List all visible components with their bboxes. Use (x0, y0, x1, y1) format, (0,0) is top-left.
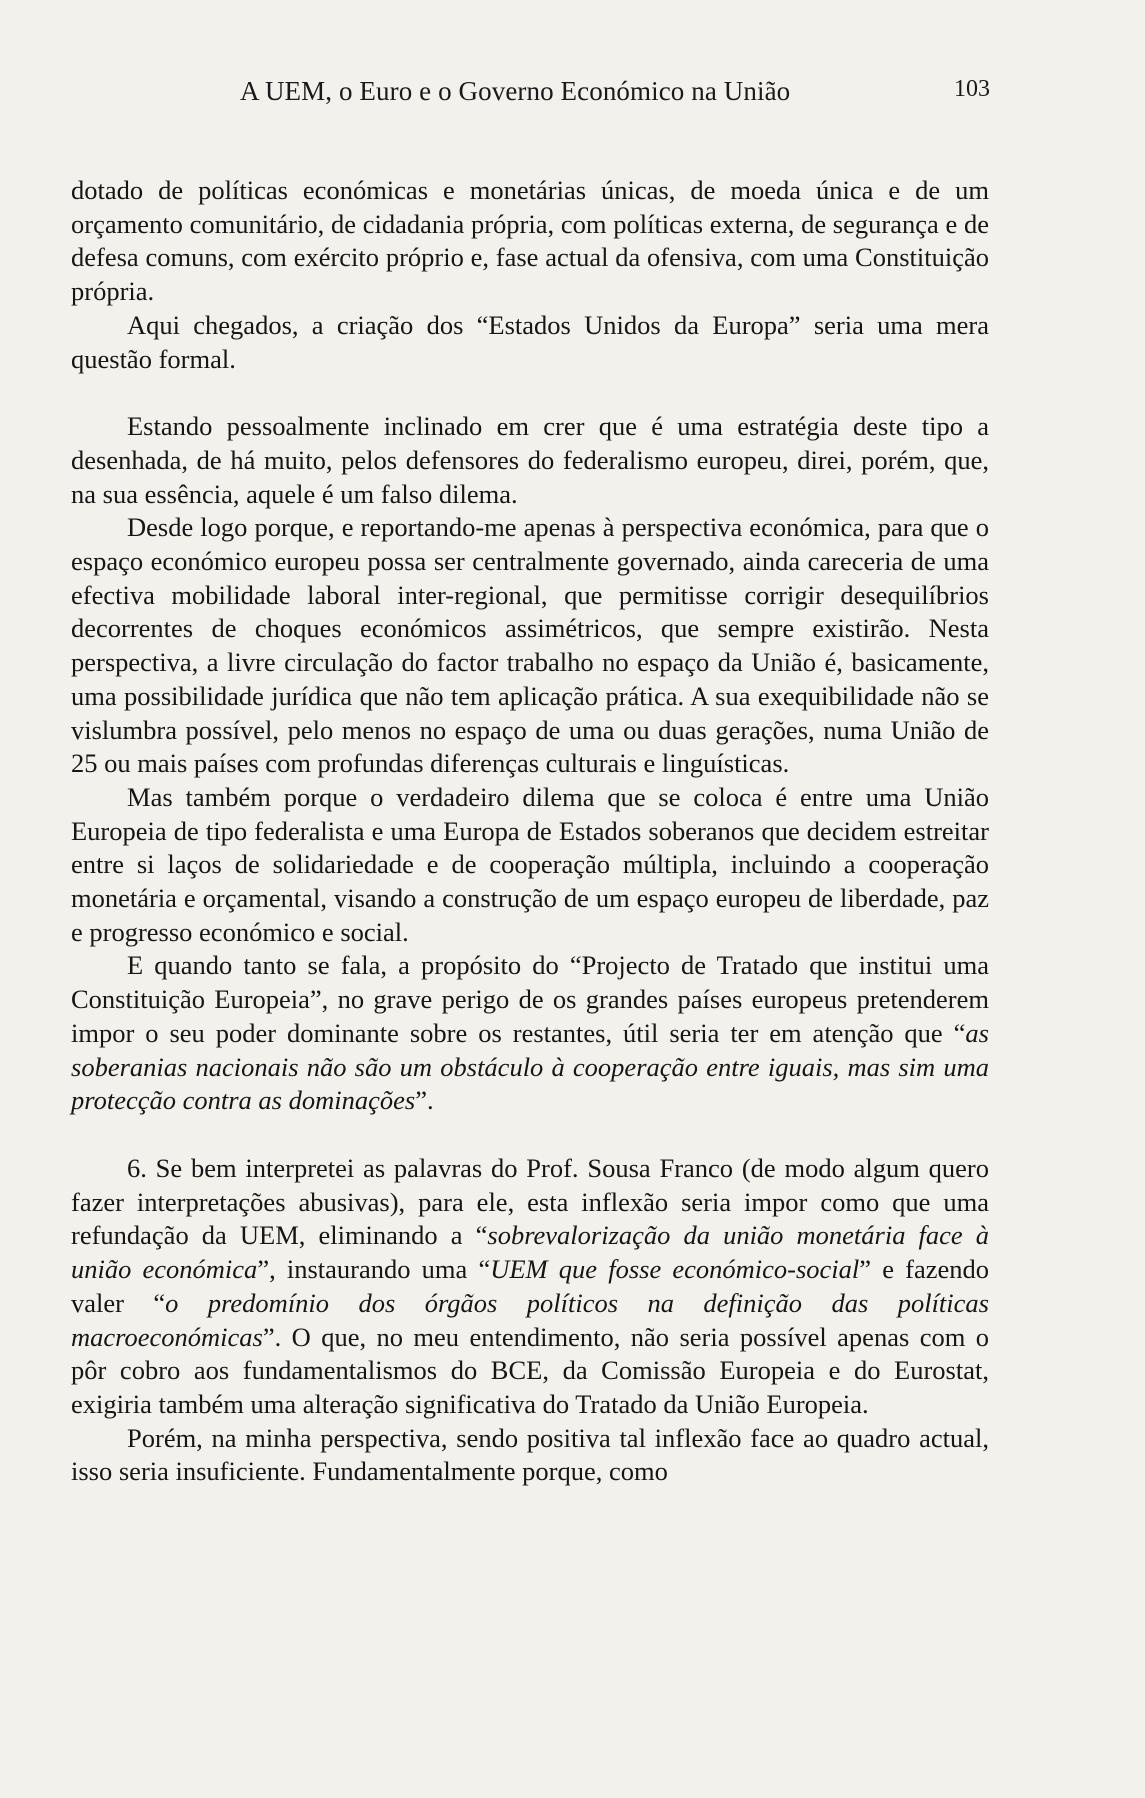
paragraph-7 (71, 1152, 989, 1422)
paragraph-4: Desde logo porque, e reportando-me apenas à perspectiva económica, para que o espaço económico europeu possa ser centralmente governado, ainda careceria de uma efectiva mobilidade laboral inter-regional, que permitisse corrigir desequilíbrios decorrentes de choques económicos assimétricos, que sempre existirão. Nesta perspectiva, a livre circulação do factor trabalho no espaço da União é, basicamente, uma possibilidade jurídica que não tem aplicação prática. A sua exequibilidade não se vislumbra possível, pelo menos no espaço de uma ou duas gerações, numa União de 25 ou mais países com profundas diferenças culturais e linguísticas. (71, 512, 989, 779)
paragraph-7-part-3: ” e fazendo valer “ (71, 1254, 989, 1318)
paragraph-3: Estando pessoalmente inclinado em crer que é uma estratégia deste tipo a desenhada, de há muito, pelos defensores do federalismo europeu, direi, porém, que, na sua essência, aquele é um falso dilema. (71, 411, 989, 509)
paragraph-1: dotado de políticas económicas e monetárias únicas, de moeda única e de um orçamento comunitário, de cidadania própria, com políticas externa, de segurança e de defesa comuns, com exército próprio e, fase actual da ofensiva, com uma Constituição própria. (71, 175, 989, 307)
page-header (240, 76, 990, 112)
paragraph-7-part-2: ”, instaurando uma “ (257, 1254, 491, 1285)
paragraph-6 (71, 949, 989, 1118)
body-text (71, 174, 989, 1489)
paragraph-7-italic-1: sobrevalorização da união monetária face à união económica (71, 1220, 989, 1285)
paragraph-6-end: ”. (415, 1085, 434, 1116)
paragraph-6-text: E quando tanto se fala, a propósito do “Projecto de Tratado que institui uma Constituição Europeia”, no grave perigo de os grandes países europeus pretenderem impor o seu poder dominante sobre os restantes, útil seria ter em atenção que “ (71, 950, 989, 1048)
paragraph-2: Aqui chegados, a criação dos “Estados Unidos da Europa” seria uma mera questão formal. (71, 309, 989, 374)
running-title: A UEM, o Euro e o Governo Económico na União (240, 76, 791, 106)
paragraph-7-italic-2: UEM que fosse económico-social (490, 1254, 860, 1285)
page-number: 103 (954, 76, 990, 102)
paragraph-8: Porém, na minha perspectiva, sendo positiva tal inflexão face ao quadro actual, isso seria insuficiente. Fundamentalmente porque, como (71, 1422, 989, 1487)
paragraph-7-part-4: ”. O que, no meu entendimento, não seria possível apenas com o pôr cobro aos fundamentalismos do BCE, da Comissão Europeia e do Eurostat, exigiria também uma alteração significativa do Tratado da União Europeia. (71, 1321, 989, 1419)
quotation-italic: as soberanias nacionais não são um obstáculo à cooperação entre iguais, mas sim uma protecção contra as dominações (71, 1017, 989, 1116)
paragraph-7-part-1: 6. Se bem interpretei as palavras do Prof. Sousa Franco (de modo algum quero fazer interpretações abusivas), para ele, esta inflexão seria impor como que uma refundação da UEM, eliminando a “ (71, 1152, 989, 1251)
paragraph-5: Mas também porque o verdadeiro dilema que se coloca é entre uma União Europeia de tipo federalista e uma Europa de Estados soberanos que decidem estreitar entre si laços de solidariedade e de cooperação múltipla, incluindo a cooperação monetária e orçamental, visando a construção de um espaço europeu de liberdade, paz e progresso económico e social. (71, 781, 989, 947)
paragraph-7-italic-3: o predomínio dos órgãos políticos na definição das políticas macroeconómicas (71, 1287, 989, 1352)
